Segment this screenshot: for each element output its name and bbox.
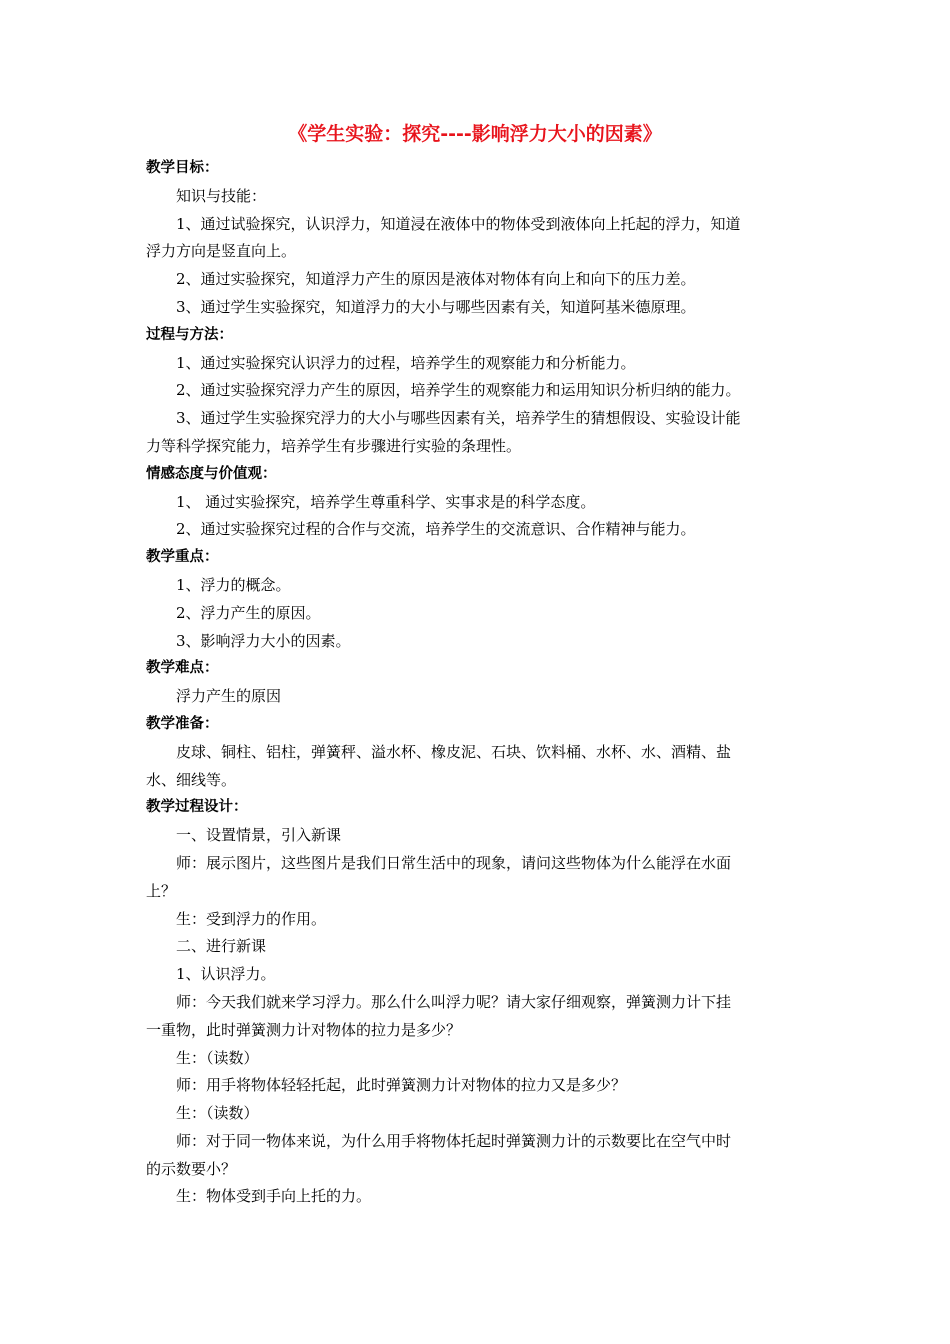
section-heading: 教学难点： bbox=[146, 660, 219, 677]
paragraph-line: 2、浮力产生的原因。 bbox=[176, 603, 321, 622]
paragraph-line: 一重物，此时弹簧测力计对物体的拉力是多少？ bbox=[146, 1020, 462, 1039]
paragraph-line: 师：用手将物体轻轻托起，此时弹簧测力计对物体的拉力又是多少？ bbox=[176, 1076, 627, 1095]
document-body bbox=[146, 155, 810, 1211]
section-heading: 过程与方法： bbox=[146, 326, 233, 343]
paragraph-line: 皮球、铜柱、铝柱，弹簧秤、溢水杯、橡皮泥、石块、饮料桶、水杯、水、酒精、盐 bbox=[176, 742, 732, 761]
paragraph-line: 力等科学探究能力，培养学生有步骤进行实验的条理性。 bbox=[146, 436, 522, 455]
paragraph-line: 1、 通过实验探究，培养学生尊重科学、实事求是的科学态度。 bbox=[176, 492, 596, 511]
section-heading: 教学准备： bbox=[146, 715, 219, 732]
paragraph-line: 的示数要小？ bbox=[146, 1159, 237, 1178]
section-heading: 教学目标： bbox=[146, 160, 219, 176]
paragraph-line: 师：对于同一物体来说，为什么用手将物体托起时弹簧测力计的示数要比在空气中时 bbox=[176, 1131, 732, 1150]
paragraph-line: 1、浮力的概念。 bbox=[176, 575, 291, 594]
paragraph-line: 师：展示图片，这些图片是我们日常生活中的现象，请问这些物体为什么能浮在水面 bbox=[176, 853, 732, 872]
paragraph-line: 3、通过学生实验探究浮力的大小与哪些因素有关，培养学生的猜想假设、实验设计能 bbox=[176, 409, 741, 428]
paragraph-line: 2、通过实验探究浮力产生的原因，培养学生的观察能力和运用知识分析归纳的能力。 bbox=[176, 381, 741, 400]
section-heading: 教学过程设计： bbox=[146, 799, 248, 816]
paragraph-line: 上？ bbox=[146, 881, 177, 900]
paragraph-line: 2、通过实验探究，知道浮力产生的原因是液体对物体有向上和向下的压力差。 bbox=[176, 270, 696, 289]
paragraph-line: 1、通过实验探究认识浮力的过程，培养学生的观察能力和分析能力。 bbox=[176, 353, 636, 372]
section-heading: 教学重点： bbox=[146, 549, 219, 566]
paragraph-line: 水、细线等。 bbox=[146, 770, 237, 789]
paragraph-line: 浮力产生的原因 bbox=[176, 687, 282, 706]
paragraph-line: 一、设置情景，引入新课 bbox=[176, 826, 342, 845]
section-heading: 情感态度与价值观： bbox=[146, 465, 277, 482]
document-title: 《学生实验：探究----影响浮力大小的因素》 bbox=[288, 123, 662, 145]
paragraph-line: 二、进行新课 bbox=[176, 937, 267, 956]
paragraph-line: 生：受到浮力的作用。 bbox=[176, 909, 327, 928]
paragraph-line: 3、影响浮力大小的因素。 bbox=[176, 631, 351, 650]
paragraph-line: 2、通过实验探究过程的合作与交流，培养学生的交流意识、合作精神与能力。 bbox=[176, 520, 696, 539]
paragraph-line: 生：（读数） bbox=[176, 1104, 259, 1123]
paragraph-line: 1、通过试验探究，认识浮力，知道浸在液体中的物体受到液体向上托起的浮力，知道 bbox=[176, 214, 741, 233]
paragraph-line: 生：物体受到手向上托的力。 bbox=[176, 1187, 372, 1206]
paragraph-line: 1、认识浮力。 bbox=[176, 965, 276, 984]
paragraph-line: 知识与技能： bbox=[176, 186, 267, 205]
paragraph-line: 师：今天我们就来学习浮力。那么什么叫浮力呢？请大家仔细观察，弹簧测力计下挂 bbox=[176, 992, 732, 1011]
paragraph-line: 3、通过学生实验探究，知道浮力的大小与哪些因素有关，知道阿基米德原理。 bbox=[176, 297, 696, 316]
paragraph-line: 浮力方向是竖直向上。 bbox=[146, 242, 297, 261]
paragraph-line: 生：（读数） bbox=[176, 1048, 259, 1067]
